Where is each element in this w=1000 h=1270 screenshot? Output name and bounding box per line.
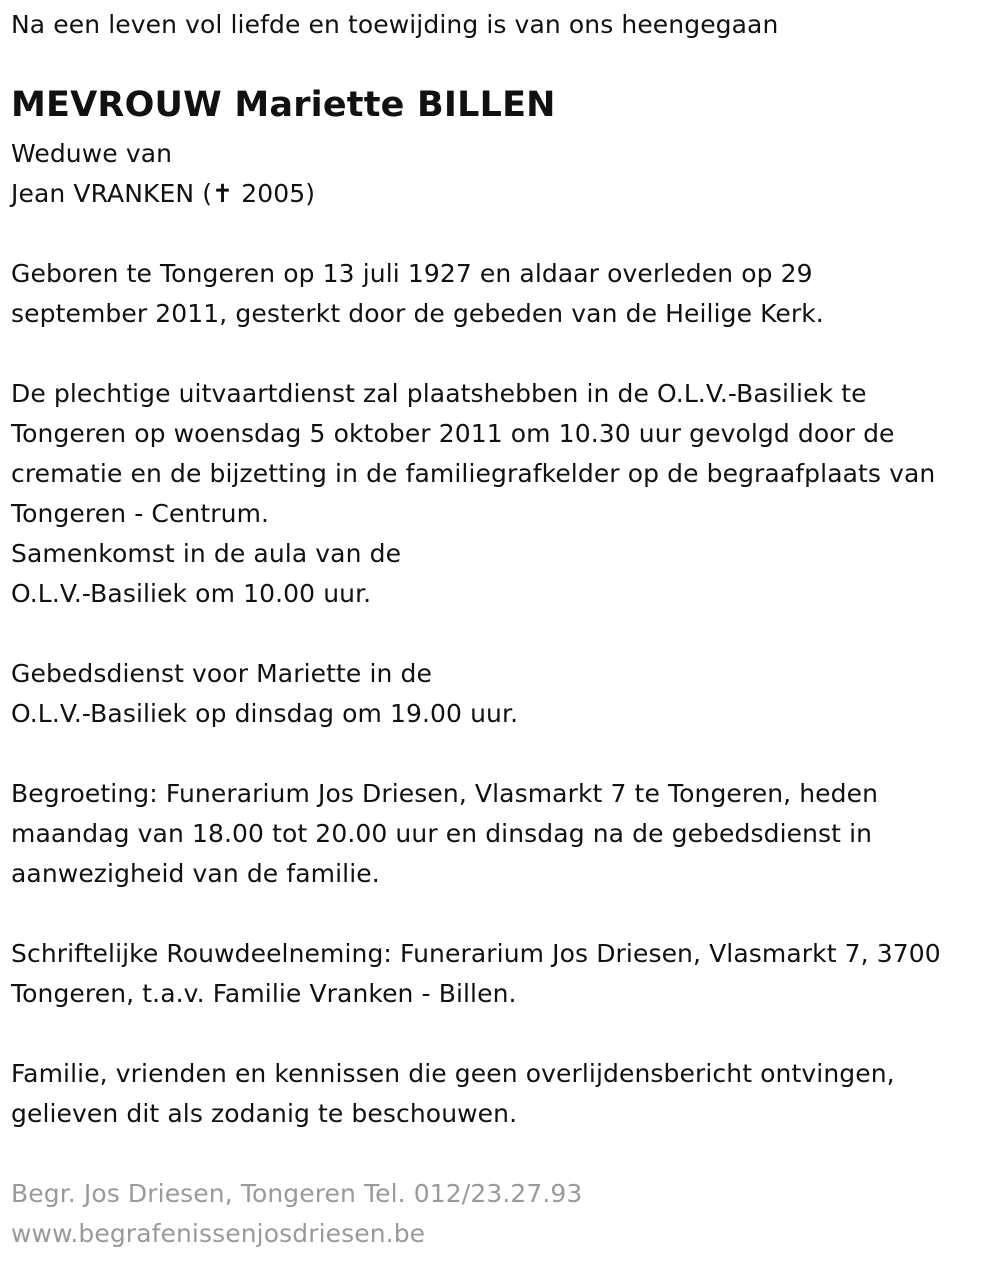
birth-death-line: september 2011, gesterkt door de gebeden van de Heilige Kerk. — [11, 299, 824, 328]
funeral-line: Tongeren - Centrum. — [11, 499, 270, 528]
spouse-name: Jean VRANKEN (✝ 2005) — [11, 179, 316, 208]
prayer-line: O.L.V.-Basiliek op dinsdag om 19.00 uur. — [11, 699, 519, 728]
greeting-line: aanwezigheid van de familie. — [11, 859, 380, 888]
funeral-line: Tongeren op woensdag 5 oktober 2011 om 10.30 uur gevolgd door de — [11, 419, 895, 448]
greeting-line: maandag van 18.00 tot 20.00 uur en dinsdag na de gebedsdienst in — [11, 819, 873, 848]
notice-line: Familie, vrienden en kennissen die geen overlijdensbericht ontvingen, — [11, 1059, 895, 1088]
funeral-line: O.L.V.-Basiliek om 10.00 uur. — [11, 579, 372, 608]
spouse-label: Weduwe van — [11, 139, 173, 168]
greeting-line: Begroeting: Funerarium Jos Driesen, Vlasmarkt 7 te Tongeren, heden — [11, 779, 879, 808]
funeral-line: De plechtige uitvaartdienst zal plaatshebben in de O.L.V.-Basiliek te — [11, 379, 867, 408]
intro-line: Na een leven vol liefde en toewijding is van ons heengegaan — [11, 10, 779, 39]
funeral-line: crematie en de bijzetting in de familiegrafkelder op de begraafplaats van — [11, 459, 936, 488]
undertaker-website: www.begrafenissenjosdriesen.be — [11, 1219, 426, 1248]
deceased-name: MEVROUW Mariette BILLEN — [11, 85, 556, 125]
notice-line: gelieven dit als zodanig te beschouwen. — [11, 1099, 518, 1128]
condolence-line: Tongeren, t.a.v. Familie Vranken - Billen. — [11, 979, 517, 1008]
birth-death-line: Geboren te Tongeren op 13 juli 1927 en aldaar overleden op 29 — [11, 259, 813, 288]
undertaker-contact: Begr. Jos Driesen, Tongeren Tel. 012/23.27.93 — [11, 1179, 583, 1208]
funeral-line: Samenkomst in de aula van de — [11, 539, 402, 568]
prayer-line: Gebedsdienst voor Mariette in de — [11, 659, 432, 688]
condolence-line: Schriftelijke Rouwdeelneming: Funerarium Jos Driesen, Vlasmarkt 7, 3700 — [11, 939, 941, 968]
